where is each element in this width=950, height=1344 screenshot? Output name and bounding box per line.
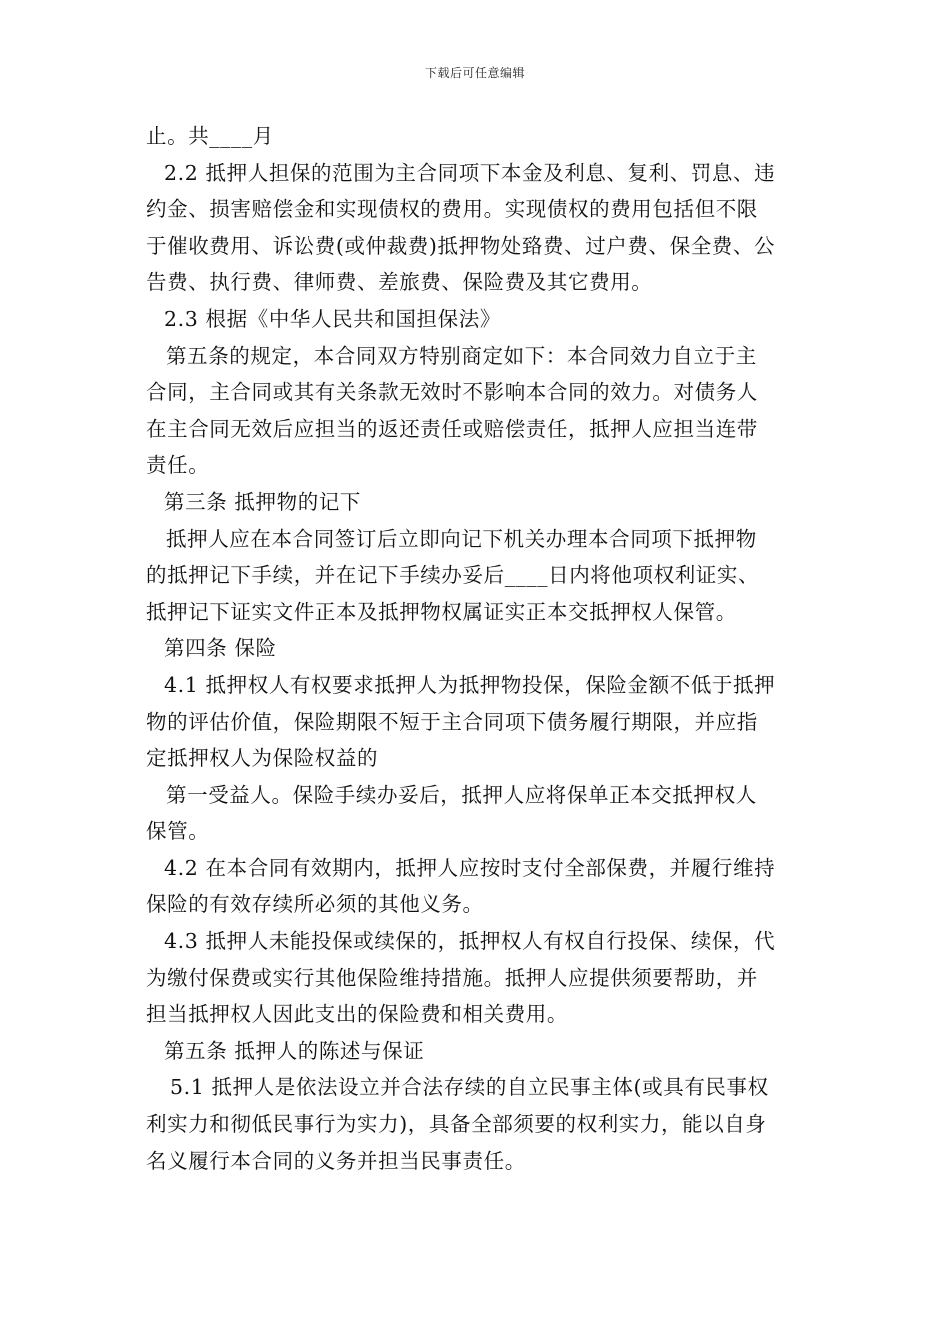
- text-line: 定抵押权人为保险权益的: [146, 746, 379, 771]
- text-line: 第五条的规定，本合同双方特别商定如下：本合同效力自立于主: [166, 343, 757, 368]
- clause-4-1: 4.1 抵押权人有权要求抵押人为抵押物投保，保险金额不低于抵押: [164, 672, 776, 697]
- text-line: 告费、执行费、律师费、差旅费、保险费及其它费用。: [146, 270, 653, 295]
- text-line: 责任。: [146, 453, 210, 478]
- text-line: 保险的有效存续所必须的其他义务。: [146, 892, 484, 917]
- clause-4-3: 4.3 抵押人未能投保或续保的，抵押权人有权自行投保、续保，代: [164, 929, 776, 954]
- article-3-heading: 第三条 抵押物的记下: [164, 489, 362, 514]
- article-4-heading: 第四条 保险: [164, 636, 277, 661]
- text-line: 的抵押记下手续，并在记下手续办妥后____日内将他项权利证实、: [146, 563, 760, 588]
- text-line: 抵押人应在本合同签订后立即向记下机关办理本合同项下抵押物: [166, 526, 757, 551]
- text-line: 担当抵押权人因此支出的保险费和相关费用。: [146, 1002, 568, 1027]
- text-line: 于催收费用、诉讼费(或仲裁费)抵押物处臵费、过户费、保全费、公: [146, 233, 776, 258]
- page-header: 下载后可任意编辑: [424, 66, 525, 80]
- text-line: 止。共____月: [146, 124, 274, 148]
- text-line: 物的评估价值，保险期限不短于主合同项下债务履行期限，并应指: [146, 709, 758, 734]
- clause-2-3: 2.3 根据《中华人民共和国担保法》: [164, 306, 501, 331]
- text-line: 抵押记下证实文件正本及抵押物权属证实正本交抵押权人保管。: [146, 599, 737, 624]
- clause-5-1: 5.1 抵押人是依法设立并合法存续的自立民事主体(或具有民事权: [170, 1075, 769, 1100]
- text-line: 第一受益人。保险手续办妥后，抵押人应将保单正本交抵押权人: [166, 782, 757, 807]
- text-line: 在主合同无效后应担当的返还责任或赔偿责任，抵押人应担当连带: [146, 416, 758, 441]
- text-line: 保管。: [146, 819, 210, 844]
- text-line: 利实力和彻低民事行为实力)，具备全部须要的权利实力，能以自身: [146, 1112, 767, 1137]
- text-line: 合同，主合同或其有关条款无效时不影响本合同的效力。对债务人: [146, 380, 758, 405]
- text-line: 为缴付保费或实行其他保险维持措施。抵押人应提供须要帮助，并: [146, 965, 758, 990]
- text-line: 约金、损害赔偿金和实现债权的费用。实现债权的费用包括但不限: [146, 197, 758, 222]
- clause-2-2: 2.2 抵押人担保的范围为主合同项下本金及利息、复利、罚息、违: [164, 160, 776, 185]
- text-line: 名义履行本合同的义务并担当民事责任。: [146, 1148, 526, 1173]
- article-5-heading: 第五条 抵押人的陈述与保证: [164, 1038, 425, 1063]
- document-body: [146, 118, 808, 1179]
- clause-4-2: 4.2 在本合同有效期内，抵押人应按时支付全部保费，并履行维持: [164, 855, 776, 880]
